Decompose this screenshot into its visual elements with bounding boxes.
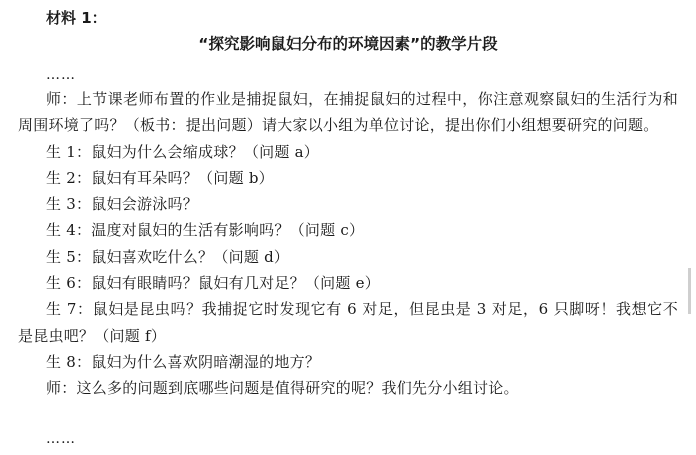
teacher-paragraph-2: 师：这么多的问题到底哪些问题是值得研究的呢？我们先分小组讨论。 [46, 379, 519, 398]
student-4-line: 生 4：温度对鼠妇的生活有影响吗？（问题 c） [46, 221, 365, 240]
teacher-paragraph-1: 师：上节课老师布置的作业是捕捉鼠妇，在捕捉鼠妇的过程中，你注意观察鼠妇的生活行为和周围环境了吗？（板书：提出问题）请大家以小组为单位讨论，提出你们小组想要研究的问题。 [18, 90, 678, 135]
ellipsis-top: …… [46, 67, 76, 83]
student-8-line: 生 8：鼠妇为什么喜欢阴暗潮湿的地方？ [46, 352, 321, 371]
student-3-line: 生 3：鼠妇会游泳吗？ [46, 195, 199, 214]
student-6-line: 生 6：鼠妇有眼睛吗？鼠妇有几对足？（问题 e） [46, 274, 380, 293]
ellipsis-bottom: …… [46, 431, 76, 447]
student-5-line: 生 5：鼠妇喜欢吃什么？（问题 d） [46, 247, 290, 266]
student-1-line: 生 1：鼠妇为什么会缩成球？（问题 a） [46, 142, 320, 161]
student-2-line: 生 2：鼠妇有耳朵吗？（问题 b） [46, 168, 274, 187]
material-label: 材料 1： [46, 9, 107, 27]
student-7-line: 生 7：鼠妇是昆虫吗？我捕捉它时发现它有 6 对足，但昆虫是 3 对足，6 只脚呀！我想它不是昆虫吧？（问题 f） [18, 300, 678, 345]
dialogue-body [18, 86, 678, 402]
scan-edge-mark [688, 268, 691, 314]
document-title: “探究影响鼠妇分布的环境因素”的教学片段 [198, 35, 498, 53]
